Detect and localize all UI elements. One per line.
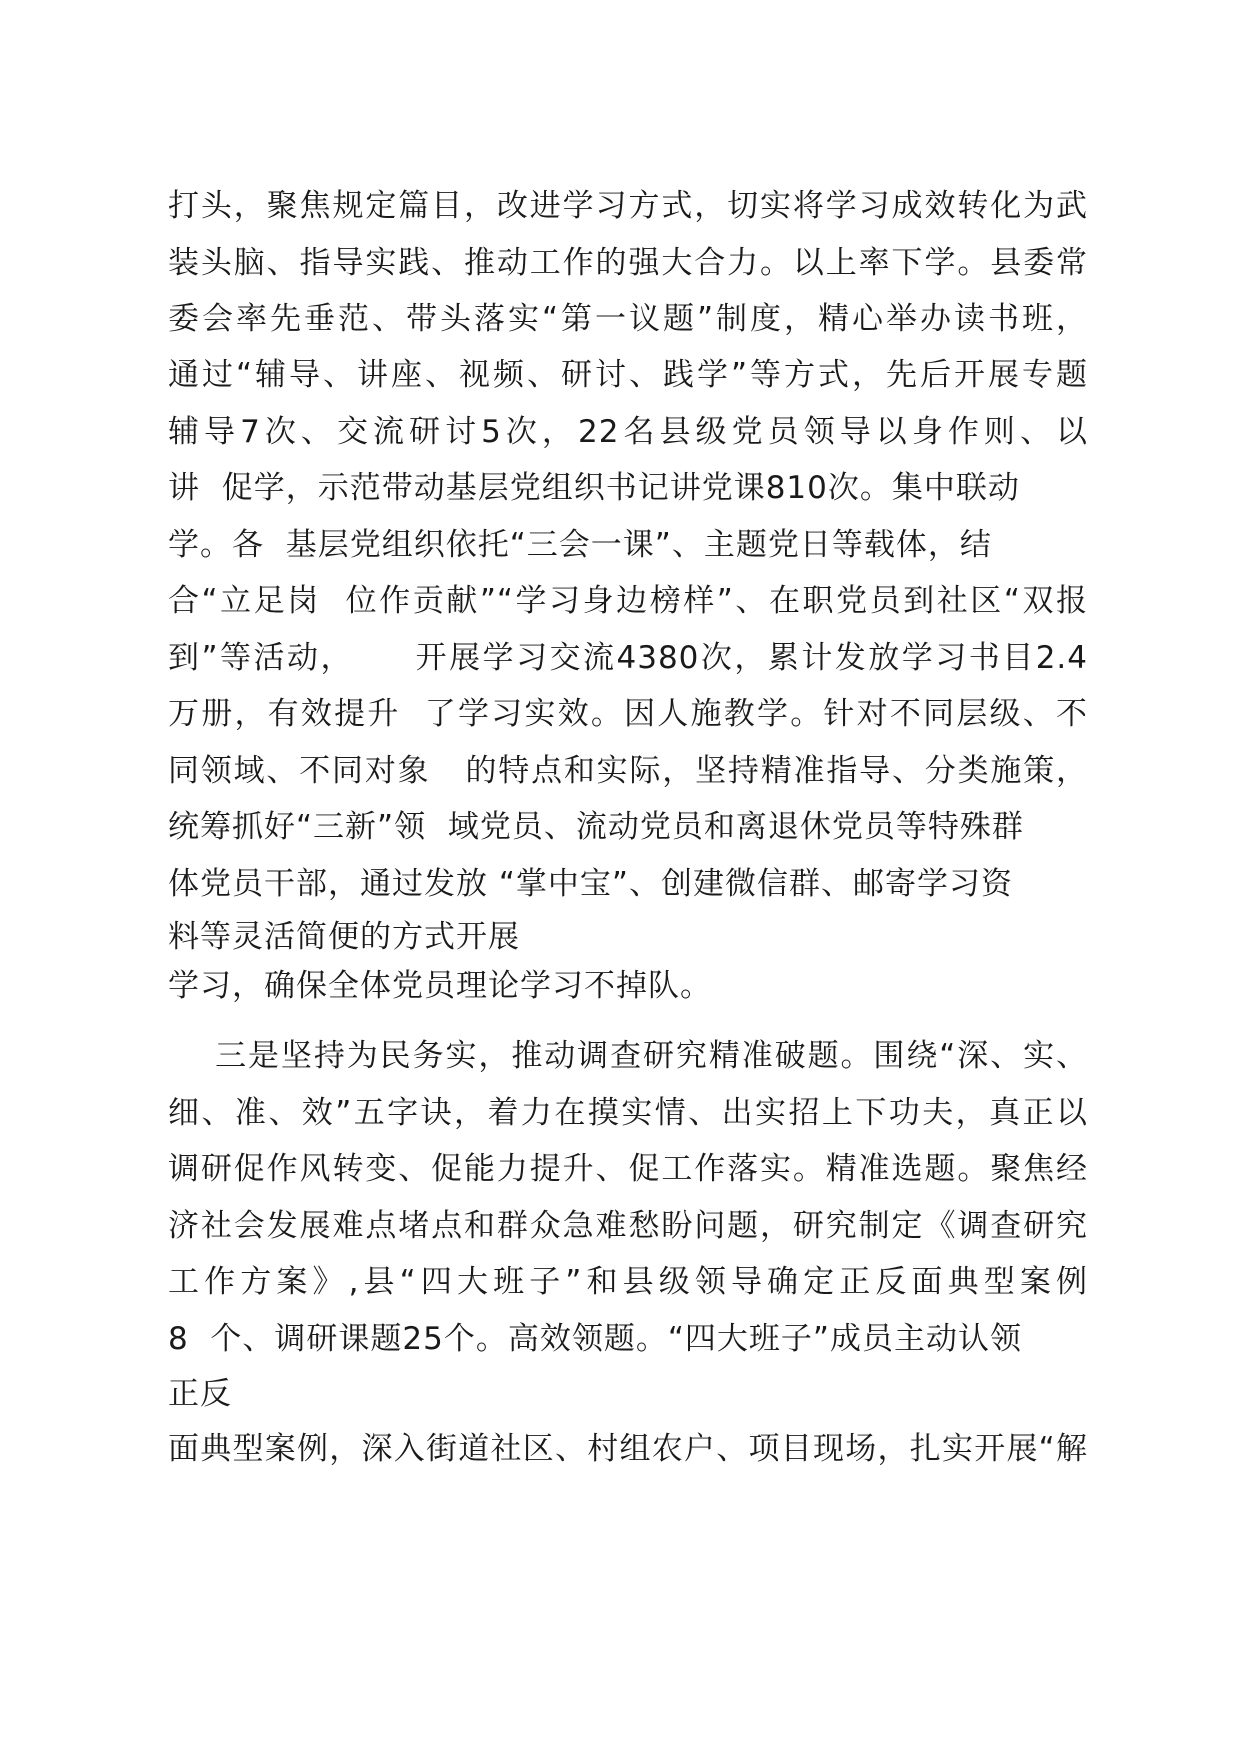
- text-line: 通过“辅导、讲座、视频、研讨、践学”等方式，先后开展专题: [168, 357, 1088, 393]
- text-line: 讲 促学，示范带动基层党组织书记讲党课810次。集中联动: [168, 470, 1020, 506]
- text-line: 辅导7次、交流研讨5次，22名县级党员领导以身作则、以: [168, 414, 1088, 450]
- text-line: 细、准、效”五字诀，着力在摸实情、出实招上下功夫，真正以: [168, 1095, 1088, 1131]
- text-line: 面典型案例，深入街道社区、村组农户、项目现场，扎实开展“解: [168, 1431, 1088, 1467]
- text-line: 8 个、调研课题25个。高效领题。“四大班子”成员主动认领: [168, 1321, 1022, 1357]
- text-line: 统筹抓好“三新”领 域党员、流动党员和离退休党员等特殊群: [168, 809, 1024, 845]
- text-line: 装头脑、指导实践、推动工作的强大合力。以上率下学。县委常: [168, 245, 1088, 281]
- text-line: 合“立足岗 位作贡献”“学习身边榜样”、在职党员到社区“双报: [168, 583, 1088, 619]
- text-line: 工作方案》,县“四大班子”和县级领导确定正反面典型案例: [168, 1264, 1088, 1300]
- text-line: 正反: [168, 1376, 232, 1412]
- text-line: 万册，有效提升 了学习实效。因人施教学。针对不同层级、不: [168, 696, 1088, 732]
- text-line: 打头，聚焦规定篇目，改进学习方式，切实将学习成效转化为武: [168, 188, 1088, 224]
- text-line: 学。各 基层党组织依托“三会一课”、主题党日等载体，结: [168, 527, 992, 563]
- text-line: 到”等活动， 开展学习交流4380次，累计发放学习书目2.4: [168, 640, 1088, 676]
- text-line: 料等灵活简便的方式开展: [168, 919, 520, 955]
- text-line: 济社会发展难点堵点和群众急难愁盼问题，研究制定《调查研究: [168, 1208, 1088, 1244]
- text-line: 学习，确保全体党员理论学习不掉队。: [168, 968, 712, 1004]
- paragraph-first-line: 三是坚持为民务实，推动调查研究精准破题。围绕“深、实、: [168, 1038, 1088, 1074]
- text-line: 体党员干部，通过发放 “掌中宝”、创建微信群、邮寄学习资: [168, 866, 1013, 902]
- text-line: 委会率先垂范、带头落实“第一议题”制度，精心举办读书班，: [168, 301, 1088, 337]
- text-line: 调研促作风转变、促能力提升、促工作落实。精准选题。聚焦经: [168, 1151, 1088, 1187]
- text-line: 同领域、不同对象 的特点和实际，坚持精准指导、分类施策，: [168, 753, 1088, 789]
